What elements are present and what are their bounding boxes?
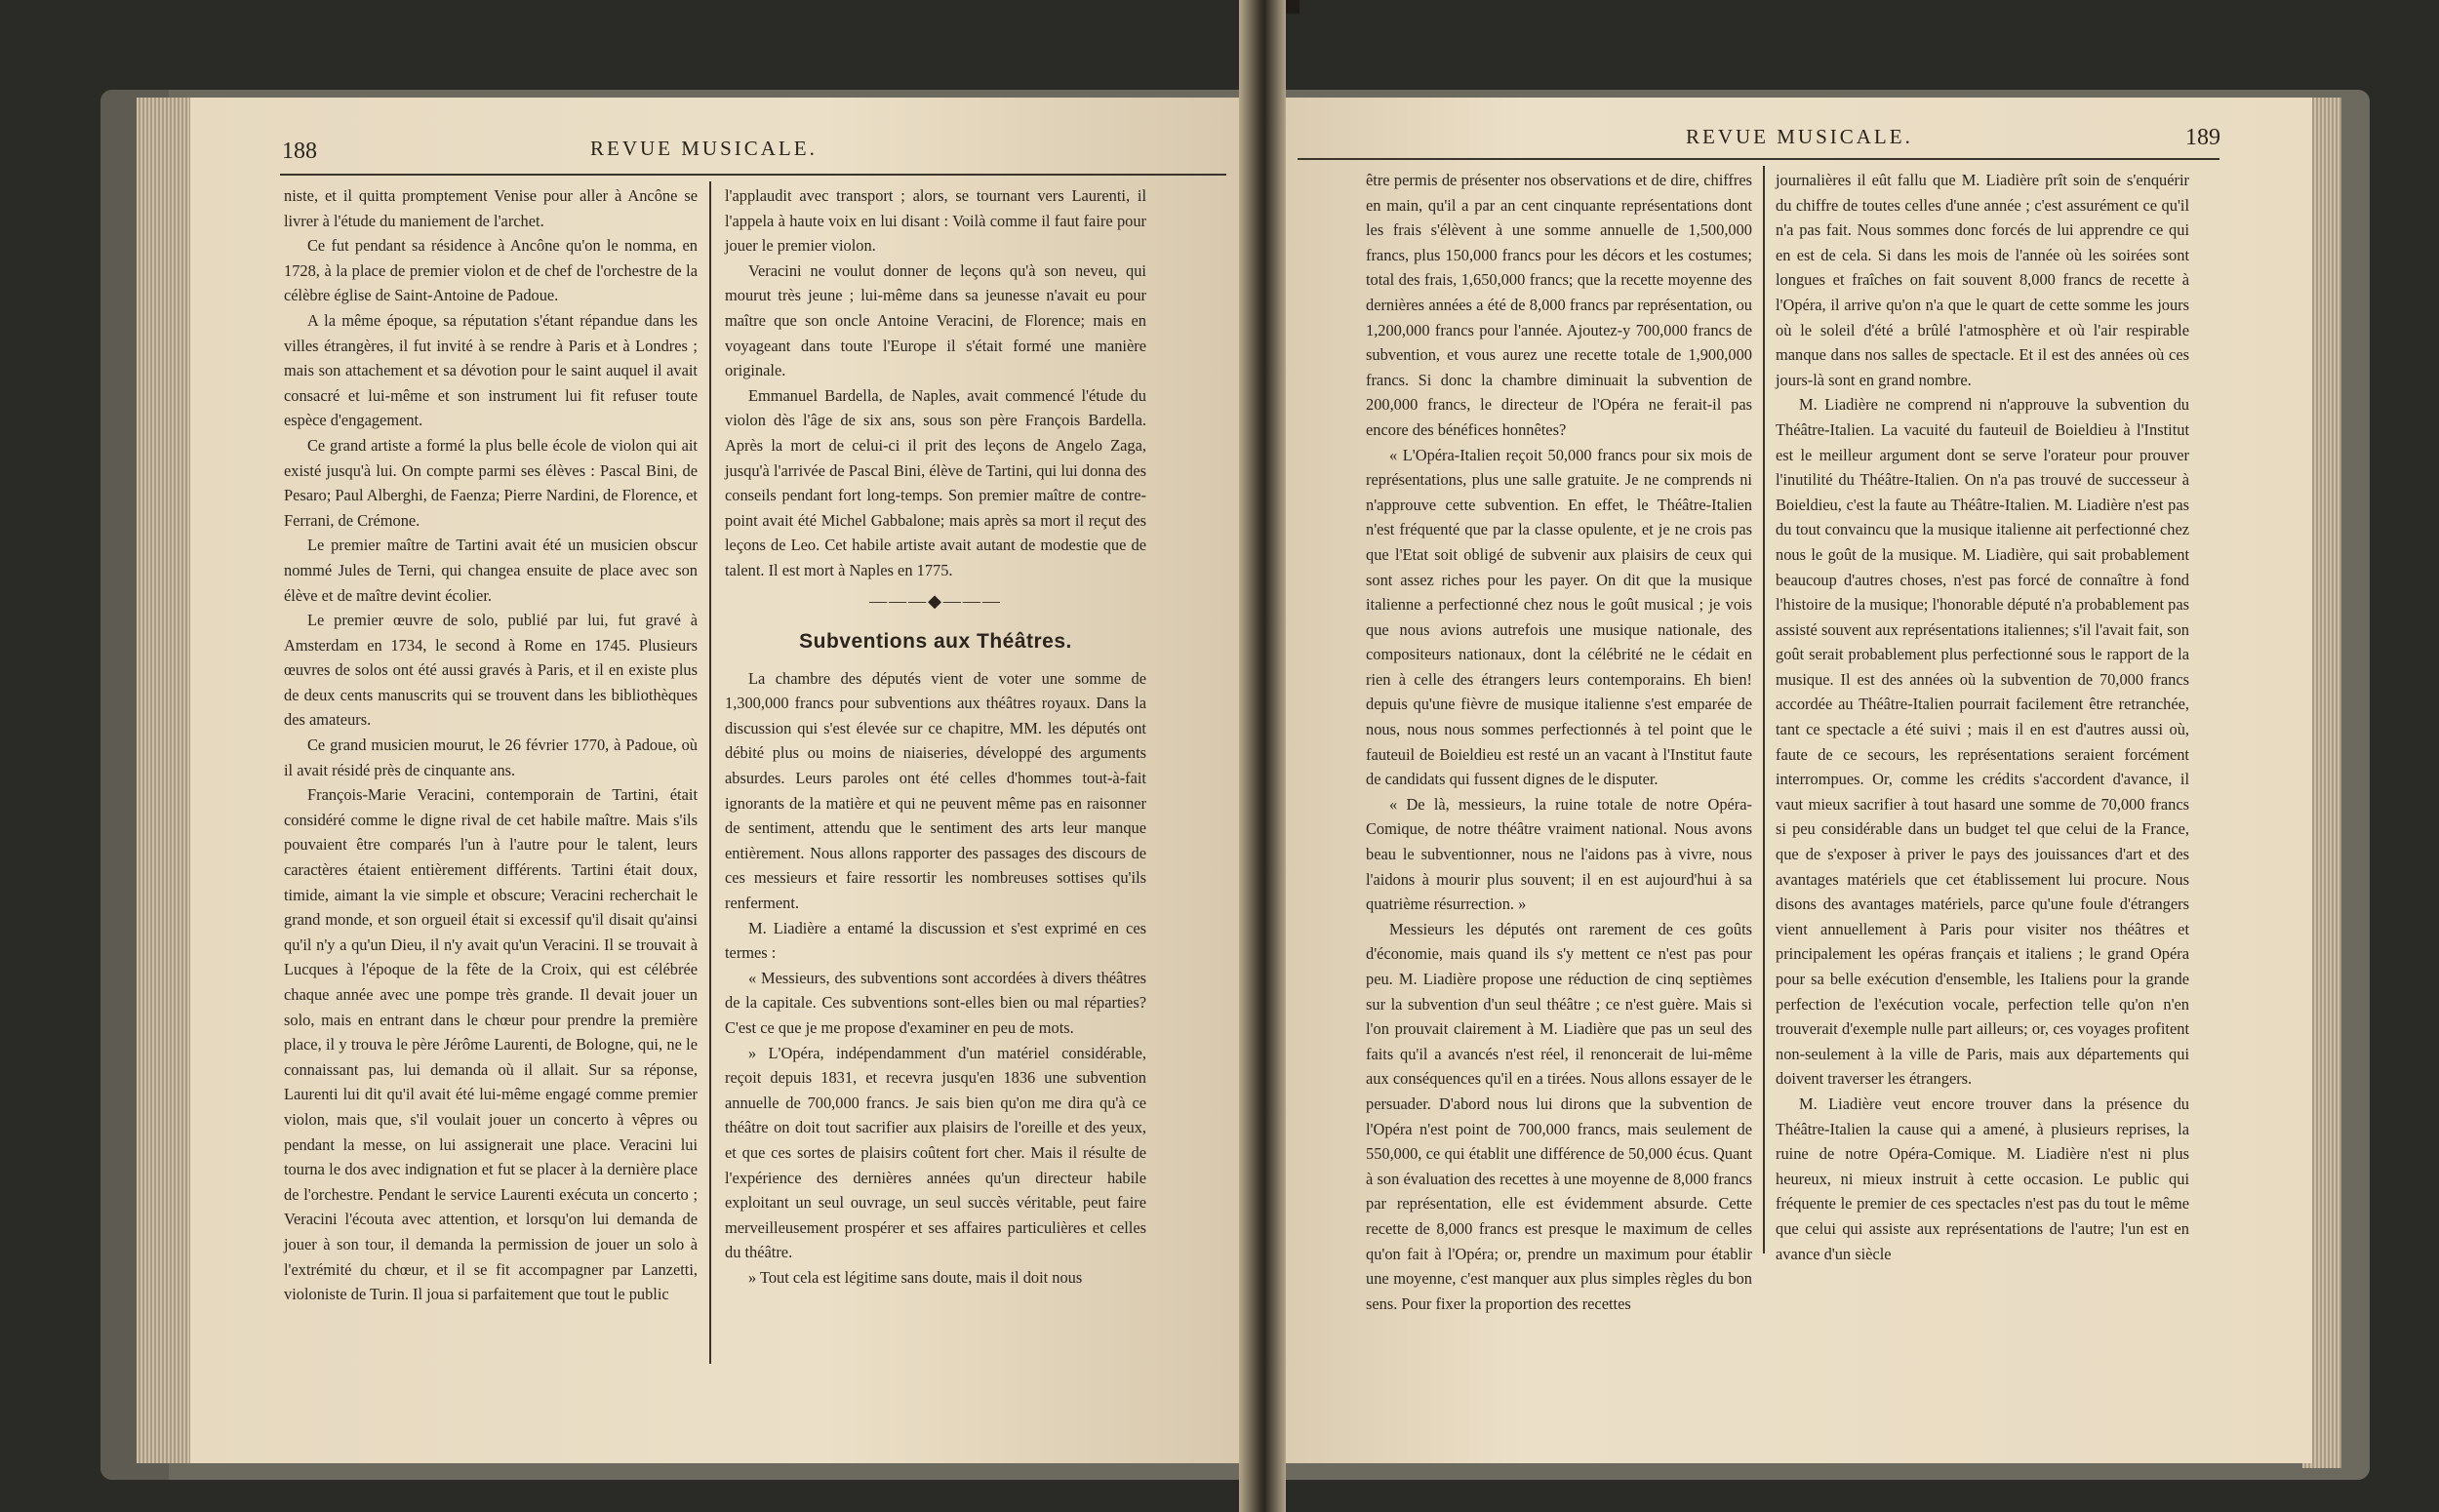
header-rule-left	[280, 174, 1226, 176]
paragraph: M. Liadière a entamé la discussion et s'est exprimé en ces termes :	[725, 918, 1146, 963]
text-column-1	[284, 183, 698, 1307]
paragraph: François-Marie Veracini, contemporain de Tartini, était considéré comme le digne rival de cet habile maître. Mais s'ils pouvaient être comparés l'un à l'autre pour le talent, leurs caractères étaient entièrement différents. Tartini était doux, timide, aimant la vie simple et obscure; Veracini recherchait le grand monde, et son orgueil était si excessif qu'il disait qu'ainsi qu'il n'y a qu'un Dieu, il n'y avait qu'un Veracini. Il se trouvait à Lucques à l'époque de la fête de la Croix, qui est célébrée chaque année avec une pompe très grande. Il devait jouer un solo, mais en entrant dans le chœur pour prendre la première place, il y trouva le père Jérôme Laurenti, de Bologne, qui, ne le connaissant pas, lui demanda où il allait. Sur sa réponse, Laurenti lui dit qu'il avait été lui-même engagé comme premier violon, mais que, s'il voulait jouer un concerto à vêpres ou pendant la messe, on lui assignerait une place. Veracini lui tourna le dos avec indignation et fut se placer à la dernière place de l'orchestre. Pendant le service Laurenti exécuta un concerto ; Veracini l'écouta avec attention, et lorsqu'on lui demanda de jouer à son tour, il demanda la permission de jouer un solo à l'extrémité du chœur, et il se fit accompagner par Lanzetti, violoniste de Turin. Il joua si parfaitement que tout le public	[284, 785, 698, 1304]
paragraph: l'applaudit avec transport ; alors, se tournant vers Laurenti, il l'appela à haute voix en lui disant : Voilà comme il faut faire pour jouer le premier violon.	[725, 186, 1146, 256]
column-divider-right	[1763, 166, 1765, 1253]
paragraph: A la même époque, sa réputation s'étant répandue dans les villes étrangères, il fut invité à se rendre à Paris et à Londres ; mais son attachement et sa dévotion pour le saint auquel il avait consacré et lui-même et son instrument lui fit refuser toute espèce d'engagement.	[284, 310, 698, 430]
paragraph: La chambre des députés vient de voter une somme de 1,300,000 francs pour subventions aux théâtres royaux. Dans la discussion qui s'est élevée sur ce chapitre, MM. les députés ont débité plus ou moins de niaiseries, développé des arguments absurdes. Leurs paroles ont été celles d'hommes tout-à-fait ignorants de la matière et qui ne peuvent même pas en raisonner de sentiment, attendu que le sentiment des arts leur manque entièrement. Nous allons rapporter des passages des discours de ces messieurs et faire ressortir les nombreuses sottises qu'ils renferment.	[725, 668, 1146, 913]
paragraph: journalières il eût fallu que M. Liadière prît soin de s'enquérir du chiffre de toutes celles d'une année ; c'est assurément ce qu'il n'a pas fait. Nous sommes donc forcés de lui apprendre ce qui en est de cela. Si dans les mois de l'année où les soirées sont longues et fraîches on fait souvent 8,000 francs de recette à l'Opéra, il arrive qu'on n'a que le quart de cette somme les jours où le soleil d'été a brûlé l'atmosphère et où l'air respirable manque dans nos salles de spectacle. Et il est des années où ces jours-là sont en grand nombre.	[1776, 171, 2189, 389]
paragraph: Emmanuel Bardella, de Naples, avait commencé l'étude du violon dès l'âge de six ans, sous son père François Bardella. Après la mort de celui-ci il prit des leçons de Angelo Zaga, jusqu'à l'arrivée de Pascal Bini, élève de Tartini, qui lui donna des conseils pendant fort long-temps. Son premier maître de contre-point avait été Michel Gabbalone; mais après sa mort il reçut des leçons de Leo. Cet habile artiste avait autant de modestie que de talent. Il est mort à Naples en 1775.	[725, 385, 1146, 579]
paragraph: « L'Opéra-Italien reçoit 50,000 francs pour six mois de représentations, plus une salle gratuite. Je ne comprends ni n'approuve cette subvention. En effet, le Théâtre-Italien n'est fréquenté que par la classe opulente, et je ne crois pas que l'Etat soit obligé de subvenir aux plaisirs de ceux qui sont assez riches pour les payer. On dit que la musique italienne a perfectionné chez nous le goût musical ; je vois que nous avions autrefois une musique nationale, des compositeurs nationaux, dont la célébrité ne le cédait en rien à celle des étrangers leurs contemporains. Eh bien! depuis qu'une fièvre de musique italienne s'est emparée de nous, nous nous sommes perfectionnés à tel point que le fauteuil de Boieldieu est resté un an vacant à l'Institut faute de candidats qui fussent dignes de le disputer.	[1366, 445, 1752, 789]
running-header-right: REVUE MUSICALE.	[1686, 125, 1913, 148]
page-number-right: 189	[2185, 125, 2220, 150]
paragraph: M. Liadière veut encore trouver dans la présence du Théâtre-Italien la cause qui a amené, à plusieurs reprises, la ruine de notre Opéra-Comique. M. Liadière n'est ni plus heureux, ni mieux instruit à cette occasion. Le public qui fréquente le premier de ces spectacles n'est pas du tout le même que celui qui assiste aux représentations de l'autre; l'un est en avance d'un siècle	[1776, 1094, 2189, 1263]
paragraph: Ce grand artiste a formé la plus belle école de violon qui ait existé jusqu'à lui. On compte parmi ses élèves : Pascal Bini, de Pesaro; Paul Alberghi, de Faenza; Pierre Nardini, de Florence, et Ferrani, de Crémone.	[284, 435, 698, 530]
paragraph: être permis de présenter nos observations et de dire, chiffres en main, qu'il a par an cent cinquante représentations dont les frais s'élèvent à une somme annuelle de 1,500,000 francs, plus 150,000 francs pour les décors et les costumes; total des frais, 1,650,000 francs; que la recette moyenne des dernières années a été de 8,000 francs par représentation, ou 1,200,000 francs pour l'année. Ajoutez-y 700,000 francs de subvention, et vous aurez une recette totale de 1,900,000 francs. Si donc la chambre diminuait la subvention de 200,000 francs, le directeur de l'Opéra ne ferait-il pas encore des bénéfices honnêtes?	[1366, 171, 1752, 439]
paragraph: Messieurs les députés ont rarement de ces goûts d'économie, mais quand ils s'y mettent ce n'est pas pour peu. M. Liadière propose une réduction de cinq septièmes sur la subvention d'un seul théâtre ; ce n'est guère. Mais si l'on prouvait clairement à M. Liadière que pas un seul des faits qu'il a avancés n'est réel, il renoncerait de lui-même aux conséquences qu'il en a tirées. Nous allons essayer de le persuader. D'abord nous lui dirons que la subvention de l'Opéra n'est point de 700,000 francs, mais seulement de 550,000, ce qui établit une différence de 50,000 écus. Quant à son évaluation des recettes à une moyenne de 8,000 francs par représentation, elle est évidemment absurde. Cette recette de 8,000 francs est presque le maximum de celles qu'on fait à l'Opéra; or, prendre un maximum pour établir une moyenne, c'est manquer aux plus simples règles du bon sens. Pour fixer la proportion des recettes	[1366, 919, 1752, 1313]
running-header-left: REVUE MUSICALE.	[590, 137, 818, 160]
page-edges-left	[137, 98, 195, 1463]
book-gutter	[1239, 0, 1286, 1512]
paragraph: M. Liadière ne comprend ni n'approuve la subvention du Théâtre-Italien. La vacuité du fauteuil de Boieldieu à l'Institut est le meilleur argument dont se serve l'orateur pour prouver l'inutilité du Théâtre-Italien. On n'a pas trouvé de successeur à Boieldieu, c'est la faute au Théâtre-Italien. M. Liadière n'est pas du tout convaincu que la musique italienne ait perfectionné chez nous le goût de la musique. M. Liadière, qui sait probablement beaucoup d'autres choses, n'est pas forcé de connaître à fond l'histoire de la musique; l'honorable député n'a probablement pas assisté souvent aux représentations italiennes; s'il l'avait fait, son goût serait probablement plus perfectionné sous le rapport de la musique. Il est des années où la subvention de 70,000 francs accordée au Théâtre-Italien pourrait facilement être retranchée, tant ce spectacle a été suivi ; mais il en est d'autres aussi où, faute de ce secours, les représentations seraient forcément interrompues. Or, comme les crédits s'accordent d'avance, il vaut mieux sacrifier à tout hasard une somme de 70,000 francs si peu considérable dans un budget tel que celui de la France, que de s'exposer à priver le pays des jouissances d'art et des avantages matériels que cet établissement lui procure. Nous disons des avantages matériels, parce qu'une foule d'étrangers vient annuellement à Paris pour visiter nos théâtres et principalement les opéras français et italiens ; le grand Opéra pour sa belle exécution d'ensemble, les Italiens pour la grande perfection de l'exécution vocale, perfection telle qu'on n'en trouverait d'exemple nulle part ailleurs; or, ces voyages profitent non-seulement à la ville de Paris, mais aux départements qui doivent traverser les étrangers.	[1776, 395, 2189, 1089]
paragraph: » Tout cela est légitime sans doute, mais il doit nous	[748, 1267, 1083, 1287]
paragraph: « Messieurs, des subventions sont accordées à divers théâtres de la capitale. Ces subventions sont-elles bien ou mal réparties? C'est ce que je me propose d'examiner en peu de mots.	[725, 968, 1146, 1037]
paragraph: Le premier œuvre de solo, publié par lui, fut gravé à Amsterdam en 1734, le second à Rome en 1745. Plusieurs œuvres de solos ont été aussi gravés à Paris, et il en existe plus de deux cents manuscrits qui se trouvent dans les bibliothèques des amateurs.	[284, 611, 698, 730]
section-title: Subventions aux Théâtres.	[799, 630, 1072, 654]
paragraph: Veracini ne voulut donner de leçons qu'à son neveu, qui mourut très jeune ; lui-même dans sa jeunesse n'avait eu pour maître que son oncle Antoine Veracini, de Florence; mais en voyageant dans toute l'Europe il s'était formé une manière originale.	[725, 260, 1146, 380]
text-column-2	[725, 183, 1146, 1291]
paragraph: niste, et il quitta promptement Venise pour aller à Ancône se livrer à l'étude du maniement de l'archet.	[284, 186, 698, 230]
text-column-4	[1776, 168, 2189, 1266]
header-rule-right	[1298, 158, 2219, 160]
right-page	[1259, 98, 2312, 1463]
paragraph: » L'Opéra, indépendamment d'un matériel considérable, reçoit depuis 1831, et recevra jusqu'en 1836 une subvention annuelle de 700,000 francs. Je sais bien qu'on me dira qu'à ce théâtre on doit tout sacrifier aux plaisirs de l'oreille et des yeux, et que ces sortes de plaisirs coûtent fort cher. Mais il résulte de l'expérience des dernières années qu'un directeur habile exploitant un seul ouvrage, un seul succès véritable, peut faire merveilleusement prospérer et ses affaires particulières et celles du théâtre.	[725, 1043, 1146, 1262]
section-ornament: ———◆———	[869, 590, 1002, 611]
paragraph: Le premier maître de Tartini avait été un musicien obscur nommé Jules de Terni, qui changea ensuite de place avec son élève et de maître devint écolier.	[284, 536, 698, 605]
text-column-3	[1366, 168, 1752, 1316]
page-number-left: 188	[282, 139, 317, 164]
paragraph: Ce fut pendant sa résidence à Ancône qu'on le nomma, en 1728, à la place de premier violon et de chef de l'orchestre de la célèbre église de Saint-Antoine de Padoue.	[284, 236, 698, 305]
column-divider-left	[709, 181, 711, 1364]
paragraph: Ce grand musicien mourut, le 26 février 1770, à Padoue, où il avait résidé près de cinquante ans.	[284, 736, 698, 779]
paragraph: « De là, messieurs, la ruine totale de notre Opéra-Comique, de notre théâtre vraiment national. Nous avons beau le subventionner, nous ne l'aidons pas à vivre, nous l'aidons à mourir plus souvent; il en est aujourd'hui à sa quatrième résurrection. »	[1366, 794, 1752, 914]
gutter-shadow	[1286, 0, 1299, 14]
left-page	[190, 98, 1249, 1463]
